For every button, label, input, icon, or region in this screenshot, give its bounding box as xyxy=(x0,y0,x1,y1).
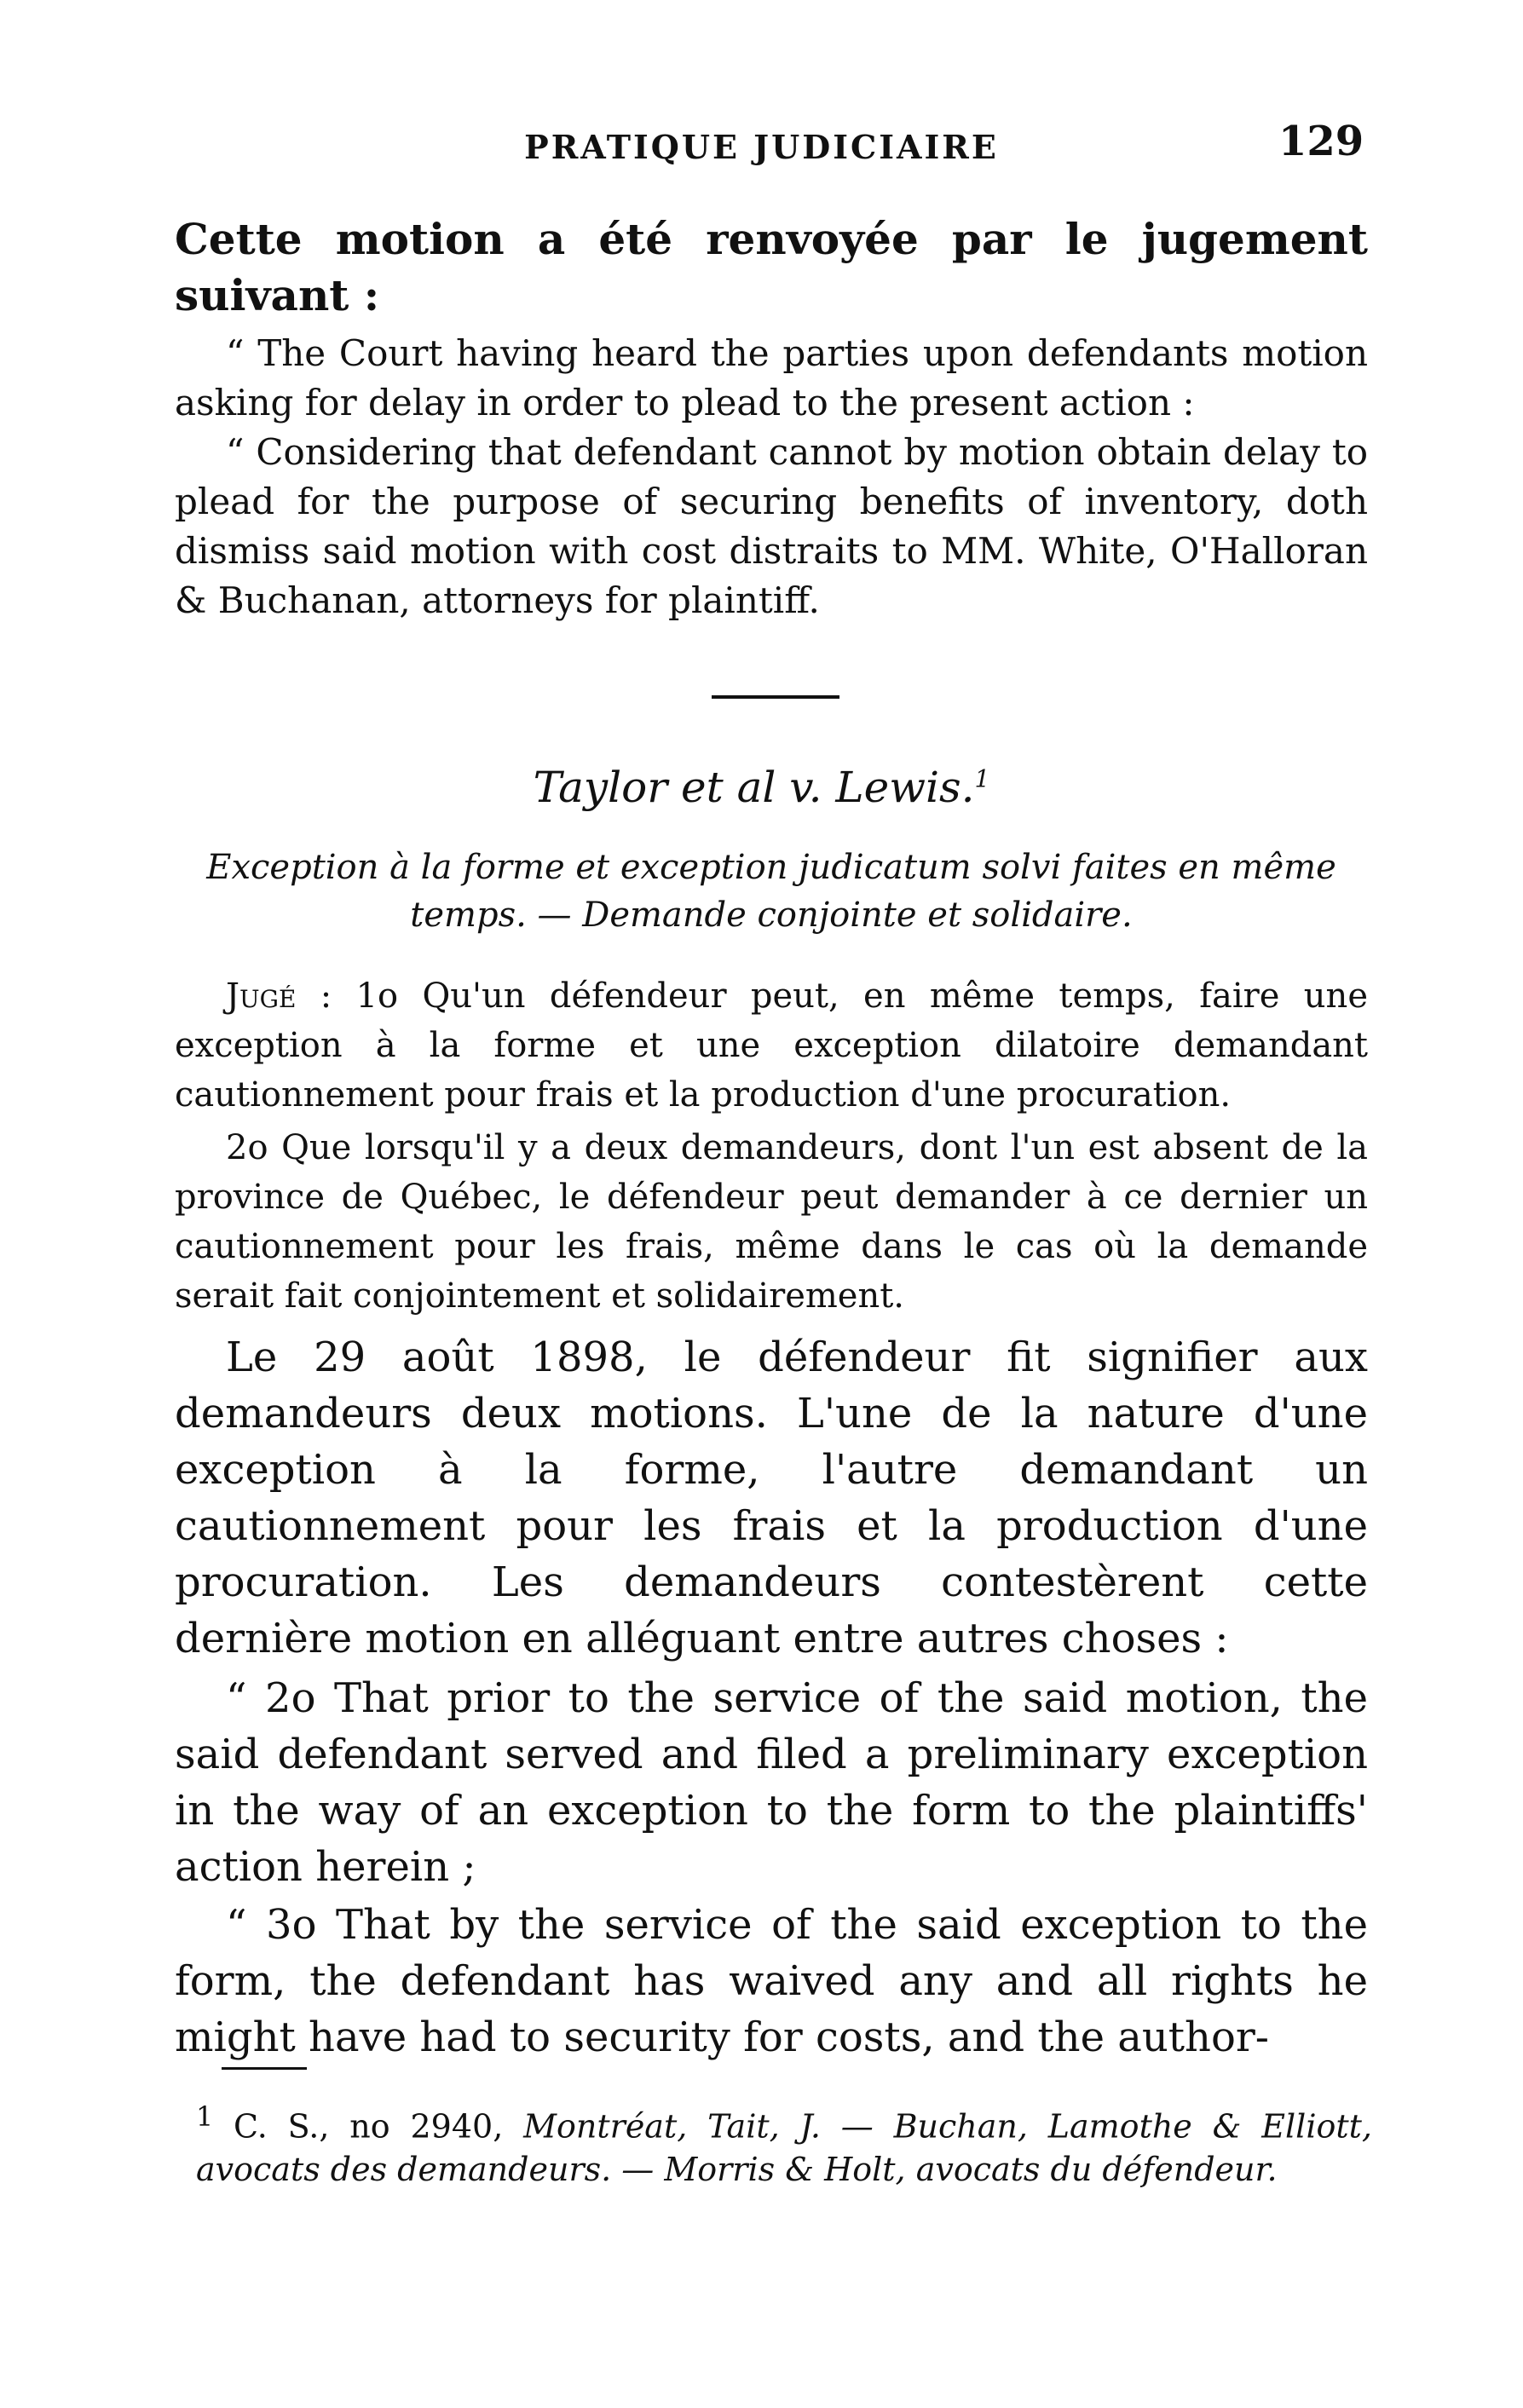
body-paragraph-2: “ 2o That prior to the service of the said motion, the said defendant served and filed a preliminary exception in the way of an exception to the form to the plaintiffs' action herein ; xyxy=(175,1674,1368,1891)
holding-2: 2o Que lorsqu'il y a deux demandeurs, dont l'un est absent de la province de Québec, le défendeur peut demander à ce dernier un cautionnement pour les frais, même dans le cas où la demande serait fait conjointement et solidairement. xyxy=(175,1128,1368,1316)
judgment-quote-1: “ The Court having heard the parties upon defendants motion asking for delay in order to plead to the present action : xyxy=(175,332,1368,423)
lead-paragraph: Cette motion a été renvoyée par le jugement suivant : xyxy=(175,214,1368,320)
section-divider xyxy=(712,695,839,699)
case-headnote: Exception à la forme et exception judicatum solvi faites en même temps. — Demande conjointe et solidaire. xyxy=(206,848,1336,935)
footnote-source: C. S., no 2940, xyxy=(234,2107,504,2146)
juge-label: Jugé xyxy=(226,976,297,1016)
case-title-footnote-mark: 1 xyxy=(974,764,990,793)
holding-1-text: : 1o Qu'un défendeur peut, en même temps, faire une exception à la forme et une exception dilatoire demandant cautionnement pour frais et la production d'une procuration. xyxy=(175,976,1368,1115)
footnote-rule xyxy=(222,2067,307,2070)
body-paragraph-1: Le 29 août 1898, le défendeur fit signifier aux demandeurs deux motions. L'une de la nature d'une exception à la forme, l'autre demandant un cautionnement pour les frais et la production d'une procuration. Les demandeurs contestèrent cette dernière motion en alléguant entre autres choses : xyxy=(175,1334,1368,1662)
footnote-text: Montréat, Tait, J. — Buchan, Lamothe & Elliott, avocats des demandeurs. — Morris & Holt, avocats du défendeur. xyxy=(196,2107,1372,2188)
case-title-text: Taylor et al v. Lewis. xyxy=(533,763,975,812)
judgment-quote-2: “ Considering that defendant cannot by motion obtain delay to plead for the purpose of securing benefits of inventory, doth dismiss said motion with cost distraits to MM. White, O'Halloran & Buchanan, attorneys for plaintiff. xyxy=(175,431,1368,621)
case-title xyxy=(0,763,1523,812)
page-number: 129 xyxy=(1278,118,1364,165)
footnote-mark: 1 xyxy=(196,2102,214,2133)
footnote xyxy=(196,2096,1372,2191)
holding-1 xyxy=(175,971,1368,1120)
running-title: PRATIQUE JUDICIAIRE xyxy=(524,128,999,166)
body-paragraph-3: “ 3o That by the service of the said exception to the form, the defendant has waived any and all rights he might have had to security for costs, and the author- xyxy=(175,1901,1368,2061)
